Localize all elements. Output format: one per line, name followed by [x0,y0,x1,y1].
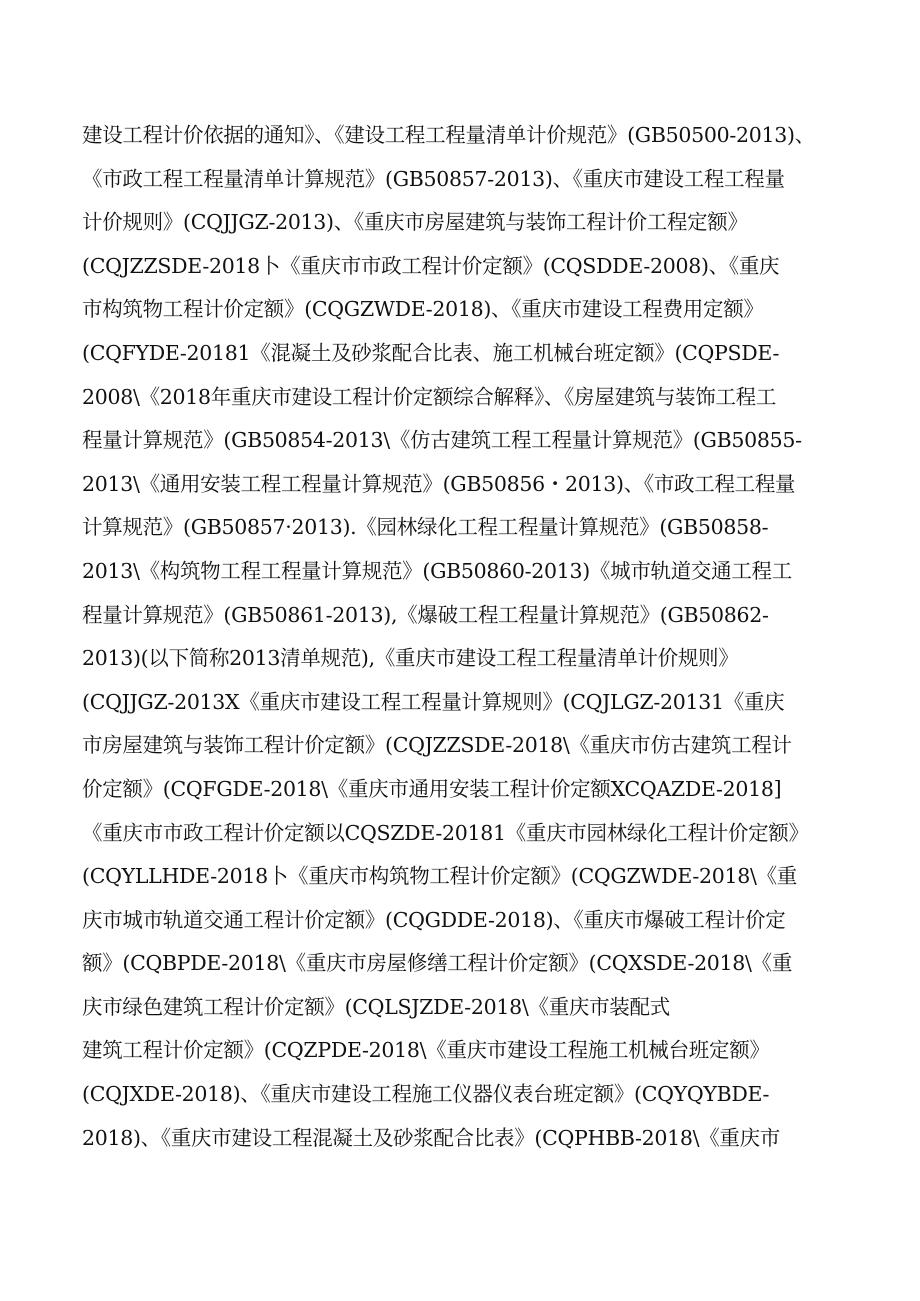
text-line: 2008\《2018年重庆市建设工程计价定额综合解释》、《房屋建筑与装饰工程工 [82,384,777,409]
text-line: 《重庆市市政工程计价定额以CQSZDE-20181《重庆市园林绿化工程计价定额》 [82,820,809,845]
text-line: 程量计算规范》(GB50854-2013\《仿古建筑工程工程量计算规范》(GB50855- [82,428,802,453]
text-line: 市房屋建筑与装饰工程计价定额》(CQJZZSDE-2018\《重庆市仿古建筑工程计 [82,733,792,758]
text-line: 建筑工程计价定额》(CQZPDE-2018\《重庆市建设工程施工机械台班定额》 [82,1038,770,1063]
text-line: 市构筑物工程计价定额》(CQGZWDE-2018)、《重庆市建设工程费用定额》 [82,297,764,322]
text-line: (CQJJGZ-2013X《重庆市建设工程工程量计算规则》(CQJLGZ-20131《重庆 [82,689,785,714]
text-line: 计算规范》(GB50857·2013).《园林绿化工程工程量计算规范》(GB50858- [82,515,769,540]
text-line: 2013\《构筑物工程工程量计算规范》(GB50860-2013)《城市轨道交通工程工 [82,558,792,583]
body-text [82,114,882,1160]
text-line: 2013)(以下简称2013清单规范),《重庆市建设工程工程量清单计价规则》 [82,646,739,671]
text-line: (CQFYDE-20181《混凝土及砂浆配合比表、施工机械台班定额》(CQPSDE- [82,340,780,365]
text-line: 额》(CQBPDE-2018\《重庆市房屋修缮工程计价定额》(CQXSDE-2018\《重 [82,951,793,976]
text-line: 庆市绿色建筑工程计价定额》(CQLSJZDE-2018\《重庆市装配式 [82,994,670,1019]
text-line: (CQJZZSDE-2018卜《重庆市市政工程计价定额》(CQSDDE-2008)、《重庆 [82,253,780,278]
text-line: (CQYLLHDE-2018卜《重庆市构筑物工程计价定额》(CQGZWDE-2018\《重 [82,864,797,889]
text-line: 《市政工程工程量清单计算规范》(GB50857-2013)、《重庆市建设工程工程量 [82,166,785,191]
text-line: 庆市城市轨道交通工程计价定额》(CQGDDE-2018)、《重庆市爆破工程计价定 [82,907,786,932]
text-line: 2013\《通用安装工程工程量计算规范》(GB50856・2013)、《市政工程工程量 [82,471,796,496]
text-line: 计价规则》(CQJJGZ-2013)、《重庆市房屋建筑与装饰工程计价工程定额》 [82,210,748,235]
text-line: 建设工程计价依据的通知》、《建设工程工程量清单计价规范》(GB50500-2013)、 [82,123,815,147]
text-line: (CQJXDE-2018)、《重庆市建设工程施工仪器仪表台班定额》(CQYQYBDE- [82,1082,770,1107]
text-line: 2018)、《重庆市建设工程混凝土及砂浆配合比表》(CQPHBB-2018\《重庆市 [82,1125,780,1150]
text-line: 价定额》(CQFGDE-2018\《重庆市通用安装工程计价定额XCQAZDE-2018] [82,776,782,801]
text-line: 程量计算规范》(GB50861-2013),《爆破工程工程量计算规范》(GB50862- [82,602,769,627]
